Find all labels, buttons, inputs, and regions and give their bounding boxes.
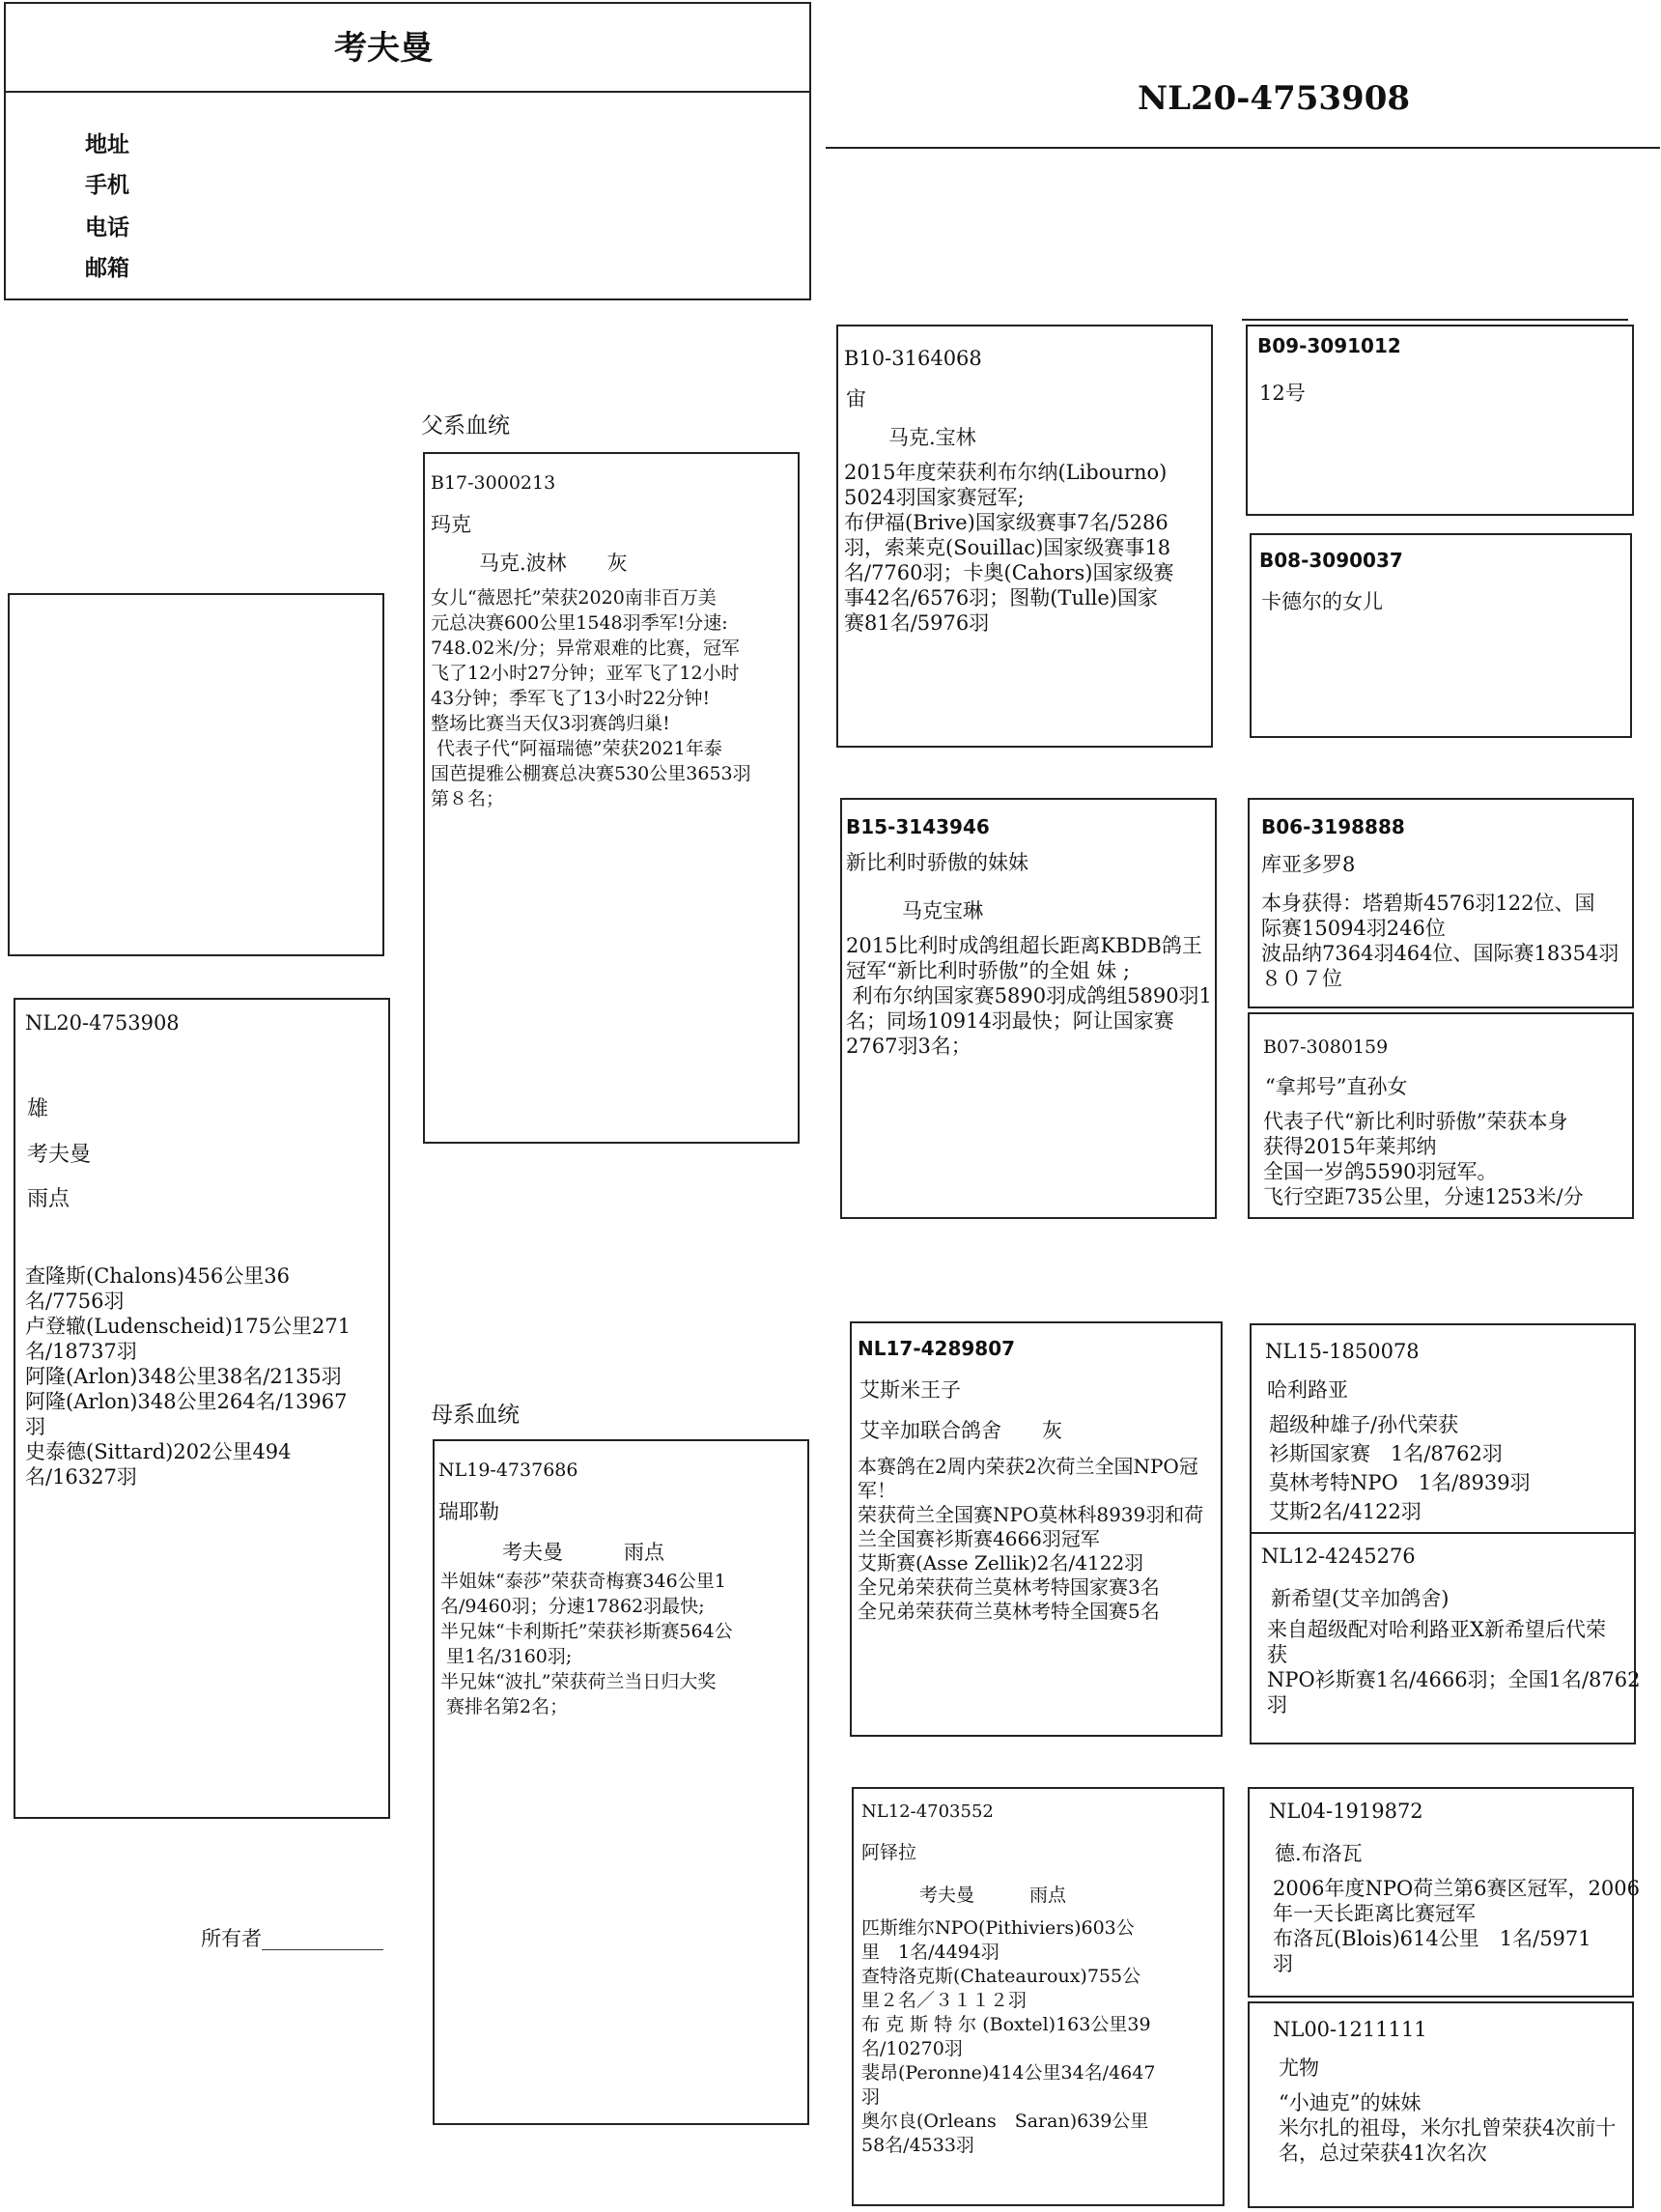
dd-note-line: 查特洛克斯(Chateauroux)755公 (861, 1966, 1141, 1987)
ds-note-line: 全兄弟荣获荷兰莫林考特全国赛5名 (858, 1600, 1160, 1623)
sd-note-line: 冠军“新比利时骄傲”的全姐 妹 ; (846, 959, 1130, 982)
ss-note-line: 羽，索莱克(Souillac)国家级赛事18 (844, 536, 1171, 559)
contact-label-mobile: 手机 (85, 173, 129, 198)
dsd-note-line: NPO衫斯赛1名/4666羽；全国1名/8762 (1267, 1668, 1641, 1691)
dsd-ring: NL12-4245276 (1261, 1545, 1416, 1568)
owner-underline: ____________ (262, 1927, 383, 1950)
dam-note-line: 里1名/3160羽; (440, 1646, 573, 1667)
dds-note-line: 布洛瓦(Blois)614公里 1名/5971 (1273, 1927, 1591, 1950)
dam-note-line: 半姐妹“泰莎”荣获奇梅赛346公里1 (440, 1571, 726, 1592)
dam-note-line: 半兄妹“卡利斯托”荣获衫斯赛564公 (440, 1621, 733, 1642)
sire-breeder-color: 马克.波林 灰 (479, 552, 628, 575)
ss-note-line: 2015年度荣获利布尔纳(Libourno) (844, 461, 1168, 484)
dss-notes (1269, 1410, 1531, 1526)
header-divider (4, 91, 811, 93)
sdd-notes (1263, 1109, 1584, 1209)
dam-note-line: 半兄妹“波扎”荣获荷兰当日归大奖 (440, 1671, 717, 1692)
sire-note-line: 飞了12小时27分钟；亚军飞了12小时 (431, 663, 740, 684)
photo-placeholder (8, 593, 384, 956)
dss-ring: NL15-1850078 (1265, 1340, 1420, 1363)
sss-ring: B09-3091012 (1257, 334, 1401, 357)
dss-note-line: 超级种雄子/孙代荣获 (1269, 1413, 1459, 1436)
ddd-name: 尤物 (1279, 2056, 1319, 2080)
owner-label-text: 所有者 (201, 1927, 262, 1950)
sds-note-line: 际赛15094羽246位 (1261, 917, 1446, 940)
subject-note-line: 名/16327羽 (25, 1465, 137, 1489)
sire-note-line: 国芭提雅公棚赛总决赛530公里3653羽 (431, 763, 751, 784)
dds-note-line: 羽 (1273, 1952, 1293, 1975)
ss-note-line: 事42名/6576羽；图勒(Tulle)国家 (844, 586, 1159, 610)
ssd-ring: B08-3090037 (1259, 549, 1403, 572)
dsd-notes (1267, 1617, 1640, 1717)
dd-note-line: 里 1名/4494羽 (861, 1942, 999, 1963)
ds-name: 艾斯米王子 (859, 1378, 961, 1402)
ds-ring: NL17-4289807 (858, 1337, 1016, 1360)
subject-note-line: 查隆斯(Chalons)456公里36 (25, 1264, 290, 1288)
header-ring-number: NL20-4753908 (1138, 79, 1411, 118)
sire-name: 玛克 (431, 513, 471, 536)
dss-note-line: 艾斯2名/4122羽 (1269, 1500, 1422, 1523)
sd-ring: B15-3143946 (846, 815, 990, 838)
dss-note-line: 衫斯国家赛 1名/8762羽 (1269, 1442, 1503, 1465)
sd-note-line: 利布尔纳国家赛5890羽成鸽组5890羽1 (846, 984, 1212, 1007)
dd-breeder-color: 考夫曼 雨点 (919, 1885, 1067, 1906)
sire-note-line: 第８名； (431, 788, 505, 809)
dsd-note-line: 获 (1267, 1643, 1287, 1666)
sdd-note-line: 获得2015年莱邦纳 (1263, 1135, 1437, 1158)
ddd-note-line: “小迪克”的妹妹 (1279, 2091, 1422, 2114)
ddd-note-line: 米尔扎的祖母，米尔扎曾荣获4次前十 (1279, 2116, 1617, 2140)
subject-note-line: 名/7756羽 (25, 1290, 125, 1313)
ss-note-line: 赛81名/5976羽 (844, 611, 990, 635)
sdd-note-line: 代表子代“新比利时骄傲”荣获本身 (1263, 1110, 1568, 1133)
sds-note-line: 波品纳7364羽464位、国际赛18354羽 (1261, 942, 1619, 965)
ss-name: 宙 (846, 387, 866, 411)
ss-note-line: 名/7760羽；卡奥(Cahors)国家级赛 (844, 561, 1174, 584)
dam-breeder-color: 考夫曼 雨点 (502, 1541, 664, 1564)
dds-note-line: 2006年度NPO荷兰第6赛区冠军，2006 (1273, 1877, 1640, 1900)
ddd-note-line: 名，总过荣获41次名次 (1279, 2141, 1487, 2165)
sds-ring: B06-3198888 (1261, 815, 1405, 838)
dss-note-line: 莫林考特NPO 1名/8939羽 (1269, 1471, 1531, 1494)
dam-ring: NL19-4737686 (438, 1460, 578, 1481)
sd-note-line: 2767羽3名； (846, 1035, 971, 1058)
dd-note-line: 布 克 斯 特 尔 (Boxtel)163公里39 (861, 2014, 1151, 2035)
dd-note-line: 裴昂(Peronne)414公里34名/4647 (861, 2062, 1156, 2084)
ds-notes (858, 1455, 1203, 1624)
sire-note-line: 748.02米/分；异常艰难的比赛，冠军 (431, 638, 740, 659)
dd-note-line: 奥尔良(Orleans Saran)639公里 (861, 2111, 1149, 2132)
dds-note-line: 年一天长距离比赛冠军 (1273, 1902, 1476, 1925)
dd-ring: NL12-4703552 (861, 1801, 994, 1822)
contact-label-email: 邮箱 (85, 256, 129, 281)
dds-ring: NL04-1919872 (1269, 1800, 1423, 1823)
subject-ring: NL20-4753908 (25, 1011, 180, 1035)
dd-name: 阿铎拉 (861, 1842, 917, 1863)
sire-ring: B17-3000213 (431, 472, 556, 494)
subject-name: 考夫曼 (27, 1143, 92, 1167)
sss-name: 12号 (1259, 382, 1306, 405)
sire-note-line: 女儿“薇恩托”荣获2020南非百万美 (431, 587, 717, 609)
ds-note-line: 本赛鸽在2周内荣获2次荷兰全国NPO冠 (858, 1455, 1198, 1478)
ds-note-line: 荣获荷兰全国赛NPO莫林科8939羽和荷 (858, 1503, 1204, 1526)
dsd-note-line: 来自超级配对哈利路亚X新希望后代荣 (1267, 1618, 1606, 1641)
contact-label-phone: 电话 (85, 215, 129, 241)
ss-ring: B10-3164068 (844, 347, 982, 370)
ddd-ring: NL00-1211111 (1273, 2018, 1427, 2041)
ss-notes (844, 460, 1173, 636)
ddd-notes (1279, 2090, 1616, 2166)
dd-note-line: 58名/4533羽 (861, 2135, 974, 2156)
subject-note-line: 阿隆(Arlon)348公里38名/2135羽 (25, 1365, 342, 1388)
sd-name: 新比利时骄傲的妹妹 (846, 851, 1028, 874)
subject-sex: 雄 (27, 1097, 49, 1121)
sdd-ring: B07-3080159 (1263, 1036, 1389, 1058)
subject-note-line: 卢登辙(Ludenscheid)175公里271 (25, 1315, 352, 1338)
subject-note-line: 名/18737羽 (25, 1340, 137, 1363)
sd-breeder: 马克宝琳 (902, 899, 983, 922)
sd-note-line: 2015比利时成鸽组超长距离KBDB鸽王 (846, 934, 1202, 957)
subject-note-line: 羽 (25, 1415, 45, 1438)
ds-breeder-color: 艾辛加联合鸽舍 灰 (859, 1419, 1062, 1442)
sire-line-label: 父系血统 (421, 413, 510, 439)
dss-name: 哈利路亚 (1267, 1378, 1348, 1402)
dam-line-label: 母系血统 (431, 1403, 520, 1428)
sire-notes (431, 585, 751, 811)
top-right-line (1242, 319, 1628, 321)
dds-notes (1273, 1876, 1640, 1976)
dd-note-line: 匹斯维尔NPO(Pithiviers)603公 (861, 1917, 1135, 1939)
ssd-name: 卡德尔的女儿 (1261, 590, 1383, 613)
subject-notes (25, 1263, 351, 1489)
dd-notes (861, 1916, 1155, 2158)
ss-note-line: 5024羽国家赛冠军; (844, 486, 1025, 509)
sire-note-line: 元总决赛600公里1548羽季军!分速: (431, 612, 728, 634)
dam-note-line: 赛排名第2名； (440, 1696, 569, 1717)
dd-note-line: 里２名／３１１２羽 (861, 1990, 1028, 2011)
kennel-name: 考夫曼 (334, 29, 433, 68)
dam-name: 瑞耶勒 (438, 1500, 499, 1523)
dds-name: 德.布洛瓦 (1275, 1842, 1363, 1865)
sire-note-line: 整场比赛当天仅3羽赛鸽归巢! (431, 713, 670, 734)
owner-label (201, 1926, 383, 1951)
contact-label-address: 地址 (85, 132, 129, 157)
sds-note-line: ８０７位 (1261, 967, 1342, 990)
subject-note-line: 史泰德(Sittard)202公里494 (25, 1440, 292, 1463)
ds-note-line: 艾斯赛(Asse Zellik)2名/4122羽 (858, 1551, 1144, 1574)
sire-note-line: 43分钟；季军飞了13小时22分钟! (431, 688, 711, 709)
header-ring-underline (826, 147, 1660, 149)
sds-notes (1261, 891, 1619, 991)
dd-note-line: 羽 (861, 2086, 881, 2108)
ss-breeder: 马克.宝林 (888, 426, 976, 449)
subject-color: 雨点 (27, 1187, 70, 1211)
sdd-note-line: 全国一岁鸽5590羽冠军。 (1263, 1160, 1498, 1183)
ss-note-line: 布伊福(Brive)国家级赛事7名/5286 (844, 511, 1168, 534)
sds-note-line: 本身获得：塔碧斯4576羽122位、国 (1261, 892, 1595, 915)
sire-note-line: 代表子代“阿福瑞德”荣获2021年泰 (431, 738, 722, 759)
ds-note-line: 军！ (858, 1479, 896, 1502)
dam-note-line: 名/9460羽；分速17862羽最快; (440, 1596, 705, 1617)
ds-note-line: 全兄弟荣获荷兰莫林考特国家赛3名 (858, 1575, 1160, 1599)
sdd-note-line: 飞行空距735公里，分速1253米/分 (1263, 1185, 1584, 1208)
sds-name: 库亚多罗8 (1261, 853, 1356, 876)
ds-note-line: 兰全国赛衫斯赛4666羽冠军 (858, 1527, 1100, 1550)
dsd-name: 新希望(艾辛加鸽舍) (1271, 1587, 1450, 1610)
dam-notes (440, 1569, 733, 1719)
dd-note-line: 名/10270羽 (861, 2038, 963, 2059)
sd-notes (846, 933, 1212, 1059)
sdd-name: “拿邦号”直孙女 (1265, 1075, 1408, 1098)
dsd-note-line: 羽 (1267, 1693, 1287, 1716)
sd-note-line: 名；同场10914羽最快；阿让国家赛 (846, 1009, 1174, 1033)
subject-note-line: 阿隆(Arlon)348公里264名/13967 (25, 1390, 348, 1413)
